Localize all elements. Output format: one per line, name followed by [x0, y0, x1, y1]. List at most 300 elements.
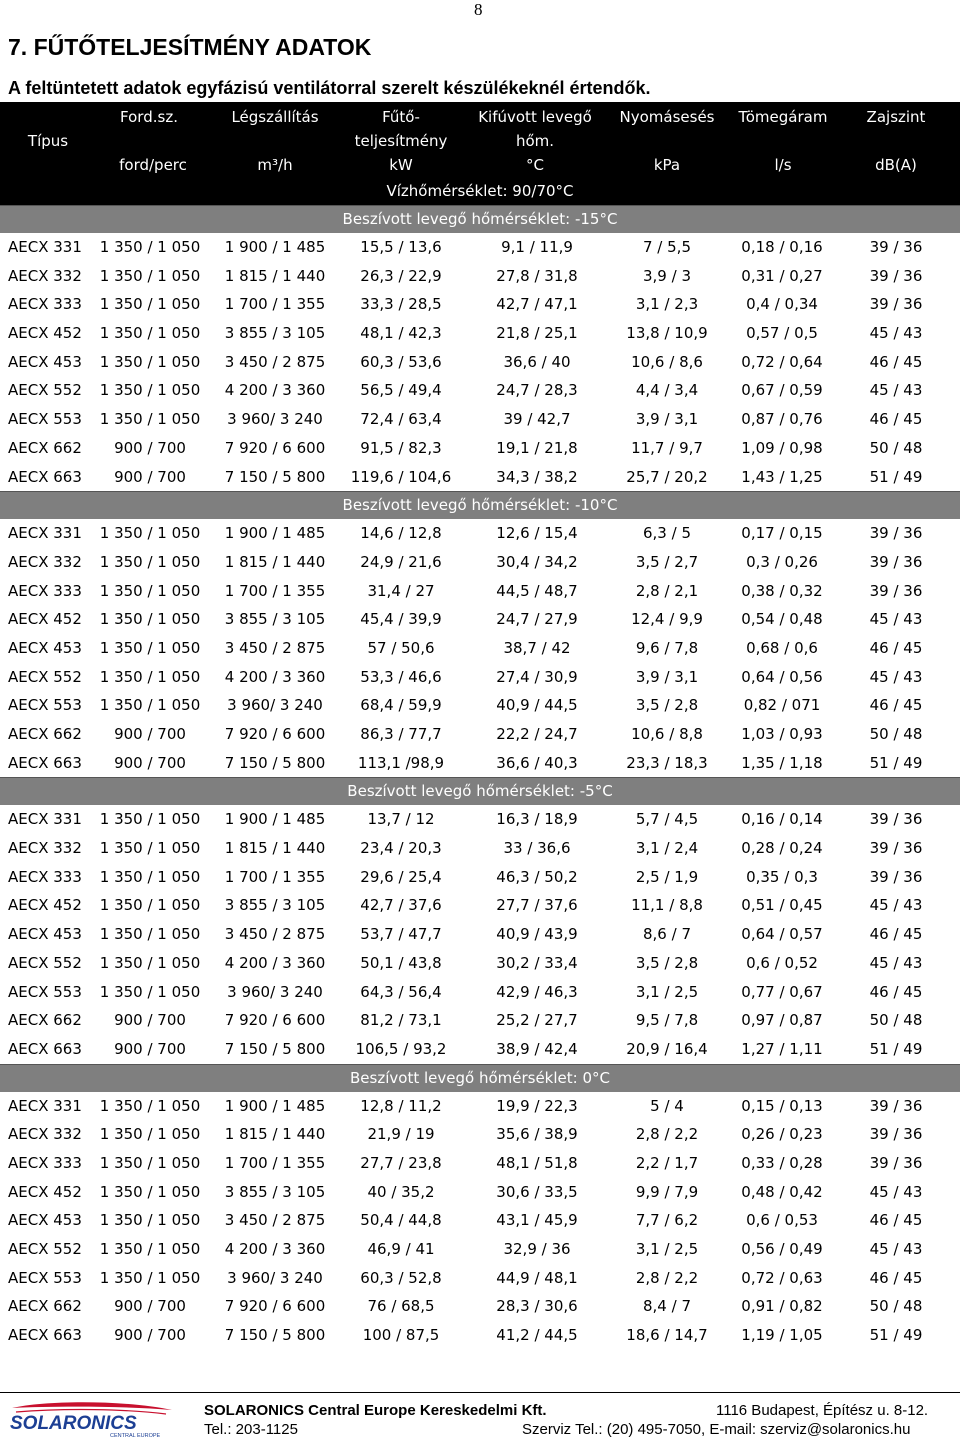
cell-nyomas: 3,9 / 3	[643, 266, 691, 285]
table-row	[0, 348, 960, 377]
cell-zaj: 39 / 36	[869, 810, 923, 829]
cell-nyomas: 2,5 / 1,9	[635, 867, 699, 886]
cell-futo: 27,7 / 23,8	[360, 1153, 442, 1172]
cell-type: AECX 453	[8, 925, 82, 944]
cell-legszall: 4 200 / 3 360	[224, 953, 326, 972]
cell-ford: 1 350 / 1 050	[99, 266, 201, 285]
cell-legszall: 7 920 / 6 600	[224, 1011, 326, 1030]
table-row	[0, 1321, 960, 1350]
table-row	[0, 405, 960, 434]
header-nyomases-unit: kPa	[653, 156, 681, 174]
table-row	[0, 1292, 960, 1321]
table-row	[0, 605, 960, 634]
cell-futo: 21,9 / 19	[367, 1125, 435, 1144]
water-temperature-row: Vízhőmérséklet: 90/70°C	[0, 178, 960, 205]
footer-address: 1116 Budapest, Építész u. 8-12.	[716, 1402, 929, 1419]
cell-type: AECX 331	[8, 1096, 82, 1115]
cell-zaj: 39 / 36	[869, 1125, 923, 1144]
table-row	[0, 290, 960, 319]
cell-zaj: 46 / 45	[869, 352, 923, 371]
cell-kifuvott: 35,6 / 38,9	[496, 1125, 578, 1144]
cell-kifuvott: 42,9 / 46,3	[496, 982, 578, 1001]
cell-ford: 1 350 / 1 050	[99, 1125, 201, 1144]
cell-legszall: 1 815 / 1 440	[224, 1125, 326, 1144]
cell-tomeg: 1,03 / 0,93	[741, 725, 823, 743]
cell-futo: 26,3 / 22,9	[360, 266, 442, 285]
cell-futo: 46,9 / 41	[367, 1240, 435, 1258]
cell-legszall: 1 700 / 1 355	[224, 295, 326, 314]
cell-futo: 53,7 / 47,7	[360, 925, 442, 944]
header-zajszint: Zajszint	[866, 108, 926, 126]
cell-tomeg: 0,3 / 0,26	[746, 552, 818, 571]
cell-kifuvott: 38,7 / 42	[503, 638, 571, 657]
page-title: 7. FŰTŐTELJESÍTMÉNY ADATOK	[8, 34, 372, 60]
cell-type: AECX 553	[8, 1268, 82, 1287]
cell-nyomas: 2,2 / 1,7	[635, 1153, 699, 1172]
header-zajszint-unit: dB(A)	[875, 156, 917, 174]
cell-tomeg: 0,35 / 0,3	[746, 867, 818, 886]
table-row	[0, 434, 960, 463]
cell-nyomas: 3,1 / 2,3	[635, 295, 699, 314]
cell-kifuvott: 19,1 / 21,8	[496, 438, 578, 457]
cell-futo: 15,5 / 13,6	[360, 238, 442, 256]
cell-ford: 1 350 / 1 050	[99, 1182, 201, 1201]
table-row	[0, 233, 960, 262]
cell-nyomas: 3,5 / 2,8	[635, 696, 699, 715]
cell-legszall: 3 960/ 3 240	[227, 696, 323, 715]
cell-tomeg: 1,35 / 1,18	[741, 753, 823, 772]
logo-wordmark: SOLARONICS	[10, 1413, 137, 1434]
cell-ford: 1 350 / 1 050	[99, 238, 201, 256]
cell-zaj: 39 / 36	[869, 295, 923, 314]
cell-futo: 106,5 / 93,2	[355, 1039, 447, 1058]
cell-nyomas: 8,4 / 7	[643, 1297, 691, 1316]
cell-nyomas: 3,5 / 2,7	[635, 552, 699, 571]
cell-nyomas: 3,1 / 2,4	[635, 839, 699, 858]
cell-nyomas: 18,6 / 14,7	[626, 1326, 708, 1345]
cell-futo: 33,3 / 28,5	[360, 295, 442, 314]
header-tomegaram-unit: l/s	[774, 156, 792, 174]
header-legszallitas: Légszállítás	[231, 108, 319, 126]
cell-futo: 57 / 50,6	[367, 638, 435, 657]
cell-tomeg: 0,28 / 0,24	[741, 839, 823, 858]
cell-type: AECX 332	[8, 266, 82, 285]
cell-kifuvott: 22,2 / 24,7	[496, 725, 578, 743]
cell-ford: 1 350 / 1 050	[99, 610, 201, 629]
cell-nyomas: 2,8 / 2,2	[635, 1268, 699, 1287]
cell-kifuvott: 28,3 / 30,6	[496, 1297, 578, 1316]
cell-legszall: 3 960/ 3 240	[227, 410, 323, 429]
cell-tomeg: 0,48 / 0,42	[741, 1182, 823, 1201]
table-row	[0, 1235, 960, 1264]
cell-ford: 1 350 / 1 050	[99, 1096, 201, 1115]
cell-nyomas: 10,6 / 8,8	[631, 725, 703, 743]
cell-tomeg: 0,56 / 0,49	[741, 1240, 823, 1258]
cell-legszall: 3 960/ 3 240	[227, 982, 323, 1001]
cell-futo: 86,3 / 77,7	[360, 725, 442, 743]
cell-zaj: 39 / 36	[869, 552, 923, 571]
cell-legszall: 1 700 / 1 355	[224, 867, 326, 886]
cell-kifuvott: 34,3 / 38,2	[496, 467, 578, 486]
cell-nyomas: 23,3 / 18,3	[626, 753, 708, 772]
cell-zaj: 39 / 36	[869, 238, 923, 256]
cell-futo: 42,7 / 37,6	[360, 896, 442, 915]
table-row	[0, 519, 960, 548]
cell-zaj: 50 / 48	[869, 1297, 923, 1316]
cell-ford: 900 / 700	[114, 1297, 186, 1316]
cell-nyomas: 6,3 / 5	[643, 524, 691, 543]
cell-ford: 1 350 / 1 050	[99, 810, 201, 829]
cell-tomeg: 1,09 / 0,98	[741, 438, 823, 457]
cell-nyomas: 2,8 / 2,2	[635, 1125, 699, 1144]
cell-nyomas: 3,5 / 2,8	[635, 953, 699, 972]
cell-type: AECX 453	[8, 1211, 82, 1230]
table-row	[0, 978, 960, 1007]
cell-ford: 1 350 / 1 050	[99, 867, 201, 886]
cell-ford: 1 350 / 1 050	[99, 1153, 201, 1172]
table-row	[0, 1206, 960, 1235]
cell-legszall: 1 700 / 1 355	[224, 1153, 326, 1172]
cell-type: AECX 553	[8, 982, 82, 1001]
cell-futo: 56,5 / 49,4	[360, 381, 442, 400]
table-row	[0, 1120, 960, 1149]
cell-type: AECX 553	[8, 410, 82, 429]
table-row	[0, 720, 960, 749]
cell-futo: 53,3 / 46,6	[360, 667, 442, 686]
cell-ford: 1 350 / 1 050	[99, 581, 201, 600]
header-tipus: Típus	[27, 132, 69, 150]
cell-nyomas: 7 / 5,5	[643, 238, 691, 256]
cell-type: AECX 453	[8, 638, 82, 657]
cell-type: AECX 452	[8, 1182, 82, 1201]
cell-nyomas: 8,6 / 7	[643, 925, 691, 944]
cell-futo: 29,6 / 25,4	[360, 867, 442, 886]
cell-nyomas: 11,7 / 9,7	[631, 438, 703, 457]
section-header: Beszívott levegő hőmérséklet: -10°C	[0, 491, 960, 519]
cell-zaj: 51 / 49	[869, 1326, 923, 1345]
cell-zaj: 50 / 48	[869, 1011, 923, 1030]
cell-zaj: 46 / 45	[869, 925, 923, 944]
cell-kifuvott: 9,1 / 11,9	[501, 238, 573, 256]
cell-kifuvott: 41,2 / 44,5	[496, 1326, 578, 1345]
cell-legszall: 3 450 / 2 875	[224, 352, 326, 371]
logo-subtext: CENTRAL EUROPE	[110, 1433, 161, 1439]
cell-kifuvott: 44,5 / 48,7	[496, 581, 578, 600]
cell-nyomas: 7,7 / 6,2	[635, 1211, 699, 1230]
cell-ford: 1 350 / 1 050	[99, 896, 201, 915]
table-row	[0, 663, 960, 692]
cell-nyomas: 3,9 / 3,1	[635, 667, 699, 686]
table-row	[0, 691, 960, 720]
cell-tomeg: 0,16 / 0,14	[741, 810, 823, 829]
cell-zaj: 39 / 36	[869, 524, 923, 543]
cell-kifuvott: 12,6 / 15,4	[496, 524, 578, 543]
cell-kifuvott: 24,7 / 28,3	[496, 381, 578, 400]
cell-legszall: 7 150 / 5 800	[224, 467, 326, 486]
cell-legszall: 1 900 / 1 485	[224, 238, 326, 256]
cell-ford: 1 350 / 1 050	[99, 638, 201, 657]
cell-zaj: 39 / 36	[869, 867, 923, 886]
cell-nyomas: 4,4 / 3,4	[635, 381, 699, 400]
cell-ford: 1 350 / 1 050	[99, 324, 201, 343]
cell-ford: 900 / 700	[114, 753, 186, 772]
cell-tomeg: 1,43 / 1,25	[741, 467, 823, 486]
cell-zaj: 51 / 49	[869, 1039, 923, 1058]
footer-divider	[0, 1392, 960, 1393]
cell-legszall: 1 815 / 1 440	[224, 839, 326, 858]
cell-legszall: 3 855 / 3 105	[224, 896, 326, 915]
cell-nyomas: 3,9 / 3,1	[635, 410, 699, 429]
header-futo-2: teljesítmény	[354, 132, 448, 150]
cell-kifuvott: 40,9 / 44,5	[496, 696, 578, 715]
table-row	[0, 577, 960, 606]
cell-tomeg: 0,4 / 0,34	[746, 295, 818, 314]
cell-tomeg: 0,33 / 0,28	[741, 1153, 823, 1172]
cell-type: AECX 333	[8, 295, 82, 314]
cell-legszall: 1 815 / 1 440	[224, 266, 326, 285]
cell-legszall: 7 920 / 6 600	[224, 725, 326, 743]
cell-legszall: 3 450 / 2 875	[224, 1211, 326, 1230]
cell-tomeg: 0,57 / 0,5	[746, 324, 818, 343]
cell-kifuvott: 43,1 / 45,9	[496, 1211, 578, 1230]
section-header: Beszívott levegő hőmérséklet: -15°C	[0, 205, 960, 233]
cell-legszall: 3 855 / 3 105	[224, 1182, 326, 1201]
cell-zaj: 39 / 36	[869, 1096, 923, 1115]
cell-futo: 91,5 / 82,3	[360, 438, 442, 457]
cell-kifuvott: 38,9 / 42,4	[496, 1039, 578, 1058]
cell-ford: 1 350 / 1 050	[99, 295, 201, 314]
cell-tomeg: 0,15 / 0,13	[741, 1096, 823, 1115]
header-nyomases: Nyomásesés	[619, 108, 715, 126]
cell-nyomas: 2,8 / 2,1	[635, 581, 699, 600]
footer-company: SOLARONICS Central Europe Kereskedelmi Kft.	[204, 1402, 547, 1419]
section-header: Beszívott levegő hőmérséklet: 0°C	[0, 1064, 960, 1092]
table-row	[0, 634, 960, 663]
cell-tomeg: 0,72 / 0,64	[741, 352, 823, 371]
cell-type: AECX 333	[8, 581, 82, 600]
cell-legszall: 3 855 / 3 105	[224, 324, 326, 343]
cell-ford: 1 350 / 1 050	[99, 925, 201, 944]
cell-zaj: 45 / 43	[869, 1182, 923, 1201]
cell-type: AECX 662	[8, 1011, 82, 1030]
cell-ford: 1 350 / 1 050	[99, 953, 201, 972]
header-ford-sz: Ford.sz.	[120, 108, 178, 126]
table-body	[0, 205, 960, 1350]
cell-legszall: 7 150 / 5 800	[224, 1326, 326, 1345]
cell-zaj: 45 / 43	[869, 324, 923, 343]
cell-tomeg: 0,91 / 0,82	[741, 1297, 823, 1316]
cell-nyomas: 5,7 / 4,5	[635, 810, 699, 829]
cell-futo: 72,4 / 63,4	[360, 410, 442, 429]
cell-nyomas: 20,9 / 16,4	[626, 1039, 708, 1058]
cell-nyomas: 11,1 / 8,8	[631, 896, 703, 915]
footer-service: Szerviz Tel.: (20) 495-7050, E-mail: szerviz@solaronics.hu	[522, 1421, 911, 1438]
cell-legszall: 1 700 / 1 355	[224, 581, 326, 600]
cell-tomeg: 0,31 / 0,27	[741, 266, 823, 285]
header-kifuvott-unit: °C	[526, 156, 544, 174]
cell-tomeg: 0,26 / 0,23	[741, 1125, 823, 1144]
cell-ford: 1 350 / 1 050	[99, 352, 201, 371]
cell-tomeg: 0,64 / 0,57	[741, 925, 823, 944]
cell-legszall: 1 900 / 1 485	[224, 524, 326, 543]
cell-legszall: 4 200 / 3 360	[224, 381, 326, 400]
cell-legszall: 7 150 / 5 800	[224, 1039, 326, 1058]
cell-zaj: 39 / 36	[869, 581, 923, 600]
cell-futo: 14,6 / 12,8	[360, 524, 442, 543]
cell-kifuvott: 25,2 / 27,7	[496, 1011, 578, 1030]
cell-kifuvott: 16,3 / 18,9	[496, 810, 578, 829]
cell-type: AECX 553	[8, 696, 82, 715]
cell-ford: 1 350 / 1 050	[99, 381, 201, 400]
cell-kifuvott: 36,6 / 40	[503, 352, 571, 371]
cell-kifuvott: 27,4 / 30,9	[496, 667, 578, 686]
cell-zaj: 46 / 45	[869, 982, 923, 1001]
cell-kifuvott: 30,2 / 33,4	[496, 953, 578, 972]
cell-type: AECX 663	[8, 753, 82, 772]
cell-zaj: 50 / 48	[869, 438, 923, 457]
cell-tomeg: 1,19 / 1,05	[741, 1326, 823, 1345]
cell-tomeg: 0,77 / 0,67	[741, 982, 823, 1001]
cell-zaj: 51 / 49	[869, 467, 923, 486]
cell-type: AECX 332	[8, 839, 82, 858]
cell-futo: 45,4 / 39,9	[360, 610, 442, 629]
cell-kifuvott: 39 / 42,7	[503, 410, 571, 429]
cell-kifuvott: 48,1 / 51,8	[496, 1153, 578, 1172]
cell-tomeg: 0,97 / 0,87	[741, 1011, 823, 1030]
cell-tomeg: 0,38 / 0,32	[741, 581, 823, 600]
table-header	[0, 102, 960, 178]
cell-kifuvott: 46,3 / 50,2	[496, 867, 578, 886]
cell-nyomas: 9,5 / 7,8	[635, 1011, 699, 1030]
cell-nyomas: 12,4 / 9,9	[631, 610, 703, 629]
cell-tomeg: 0,64 / 0,56	[741, 667, 823, 686]
cell-futo: 68,4 / 59,9	[360, 696, 442, 715]
cell-zaj: 45 / 43	[869, 953, 923, 972]
cell-legszall: 4 200 / 3 360	[224, 1240, 326, 1258]
cell-kifuvott: 32,9 / 36	[503, 1240, 571, 1258]
cell-zaj: 50 / 48	[869, 725, 923, 743]
cell-zaj: 45 / 43	[869, 896, 923, 915]
cell-ford: 1 350 / 1 050	[99, 696, 201, 715]
cell-kifuvott: 33 / 36,6	[503, 839, 571, 858]
cell-type: AECX 552	[8, 953, 82, 972]
cell-type: AECX 663	[8, 467, 82, 486]
cell-tomeg: 0,18 / 0,16	[741, 238, 823, 256]
header-legszallitas-unit: m³/h	[257, 156, 293, 174]
cell-kifuvott: 30,4 / 34,2	[496, 552, 578, 571]
cell-ford: 900 / 700	[114, 725, 186, 743]
cell-nyomas: 3,1 / 2,5	[635, 982, 699, 1001]
cell-zaj: 39 / 36	[869, 1153, 923, 1172]
header-futo-unit: kW	[389, 156, 413, 174]
cell-ford: 1 350 / 1 050	[99, 1268, 201, 1287]
cell-type: AECX 332	[8, 1125, 82, 1144]
cell-futo: 100 / 87,5	[362, 1326, 440, 1345]
cell-type: AECX 452	[8, 610, 82, 629]
cell-futo: 119,6 / 104,6	[350, 467, 452, 486]
cell-zaj: 45 / 43	[869, 610, 923, 629]
cell-type: AECX 663	[8, 1326, 82, 1345]
cell-ford: 900 / 700	[114, 467, 186, 486]
table-row	[0, 319, 960, 348]
cell-futo: 60,3 / 53,6	[360, 352, 442, 371]
cell-legszall: 1 900 / 1 485	[224, 810, 326, 829]
cell-zaj: 46 / 45	[869, 410, 923, 429]
solaronics-logo	[6, 1402, 176, 1440]
page-subtitle: A feltüntetett adatok egyfázisú ventilátorral szerelt készülékeknél értendők.	[8, 78, 651, 98]
cell-kifuvott: 27,8 / 31,8	[496, 266, 578, 285]
header-futo-1: Fűtő-	[382, 108, 420, 126]
footer-phone: Tel.: 203-1125	[204, 1421, 298, 1438]
cell-futo: 60,3 / 52,8	[360, 1268, 442, 1287]
table-row	[0, 891, 960, 920]
page-number: 8	[474, 0, 483, 19]
cell-kifuvott: 44,9 / 48,1	[496, 1268, 578, 1287]
cell-legszall: 3 855 / 3 105	[224, 610, 326, 629]
cell-ford: 1 350 / 1 050	[99, 410, 201, 429]
cell-futo: 50,1 / 43,8	[360, 953, 442, 972]
cell-tomeg: 0,6 / 0,52	[746, 953, 818, 972]
cell-kifuvott: 27,7 / 37,6	[496, 896, 578, 915]
cell-tomeg: 1,27 / 1,11	[741, 1039, 823, 1058]
cell-kifuvott: 24,7 / 27,9	[496, 610, 578, 629]
cell-type: AECX 332	[8, 552, 82, 571]
cell-tomeg: 0,17 / 0,15	[741, 524, 823, 543]
table-row	[0, 548, 960, 577]
cell-zaj: 46 / 45	[869, 1268, 923, 1287]
header-kifuvott-2: hőm.	[515, 132, 555, 150]
cell-futo: 76 / 68,5	[367, 1297, 435, 1316]
cell-futo: 13,7 / 12	[367, 810, 435, 829]
cell-futo: 40 / 35,2	[367, 1182, 435, 1201]
cell-nyomas: 13,8 / 10,9	[626, 324, 708, 343]
cell-type: AECX 662	[8, 725, 82, 743]
cell-nyomas: 5 / 4	[650, 1096, 684, 1115]
cell-zaj: 39 / 36	[869, 839, 923, 858]
table-row	[0, 1092, 960, 1121]
cell-kifuvott: 40,9 / 43,9	[496, 925, 578, 944]
cell-zaj: 46 / 45	[869, 1211, 923, 1230]
cell-ford: 1 350 / 1 050	[99, 839, 201, 858]
cell-kifuvott: 36,6 / 40,3	[496, 753, 578, 772]
cell-tomeg: 0,51 / 0,45	[741, 896, 823, 915]
cell-type: AECX 452	[8, 324, 82, 343]
cell-tomeg: 0,67 / 0,59	[741, 381, 823, 400]
cell-ford: 900 / 700	[114, 1011, 186, 1030]
cell-kifuvott: 21,8 / 25,1	[496, 324, 578, 343]
cell-type: AECX 452	[8, 896, 82, 915]
cell-ford: 1 350 / 1 050	[99, 1211, 201, 1230]
cell-futo: 64,3 / 56,4	[360, 982, 442, 1001]
cell-legszall: 1 815 / 1 440	[224, 552, 326, 571]
cell-zaj: 39 / 36	[869, 266, 923, 285]
cell-legszall: 7 920 / 6 600	[224, 1297, 326, 1316]
cell-zaj: 46 / 45	[869, 638, 923, 657]
table-row	[0, 463, 960, 492]
table-row	[0, 805, 960, 834]
heating-performance-table	[0, 102, 960, 1350]
table-row	[0, 1149, 960, 1178]
cell-type: AECX 331	[8, 524, 82, 543]
cell-legszall: 7 150 / 5 800	[224, 753, 326, 772]
cell-ford: 1 350 / 1 050	[99, 1240, 201, 1258]
cell-futo: 50,4 / 44,8	[360, 1211, 442, 1230]
table-row	[0, 1178, 960, 1207]
header-ford-unit: ford/perc	[119, 156, 187, 174]
table-row	[0, 949, 960, 978]
cell-type: AECX 663	[8, 1039, 82, 1058]
table-row	[0, 262, 960, 291]
